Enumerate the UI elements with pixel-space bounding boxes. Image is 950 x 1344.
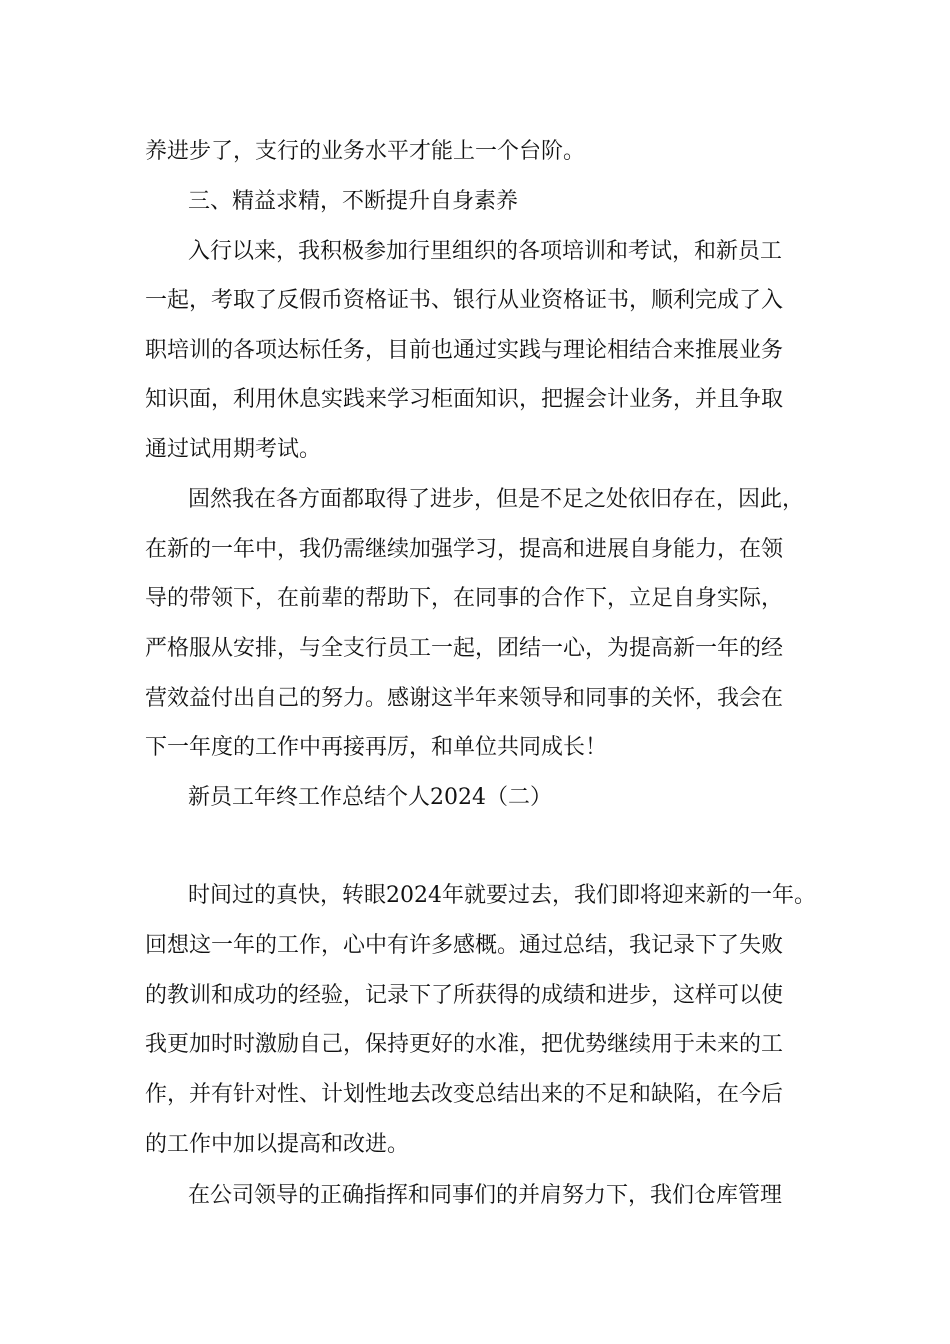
text-line: 时间过的真快，转眼2024年就要过去，我们即将迎来新的一年。 bbox=[188, 883, 816, 908]
text-line: 严格服从安排，与全支行员工一起，团结一心，为提高新一年的经 bbox=[145, 636, 784, 661]
text-line: 导的带领下，在前辈的帮助下，在同事的合作下，立足自身实际， bbox=[145, 586, 784, 611]
text-line: 一起，考取了反假币资格证书、银行从业资格证书，顺利完成了入 bbox=[145, 288, 784, 313]
text-line: 的教训和成功的经验，记录下了所获得的成绩和进步，这样可以使 bbox=[145, 983, 784, 1008]
text-line: 养进步了，支行的业务水平才能上一个台阶。 bbox=[145, 139, 586, 164]
text-line: 入行以来，我积极参加行里组织的各项培训和考试，和新员工 bbox=[188, 239, 783, 264]
text-line: 在新的一年中，我仍需继续加强学习，提高和进展自身能力，在领 bbox=[145, 537, 784, 562]
section-heading: 新员工年终工作总结个人2024（二） bbox=[188, 785, 552, 810]
text-line: 下一年度的工作中再接再厉，和单位共同成长！ bbox=[145, 735, 608, 760]
text-line: 我更加时时激励自己，保持更好的水准，把优势继续用于未来的工 bbox=[145, 1032, 784, 1057]
text-line: 的工作中加以提高和改进。 bbox=[145, 1132, 410, 1157]
text-line: 回想这一年的工作，心中有许多感概。通过总结，我记录下了失败 bbox=[145, 933, 784, 958]
text-line: 知识面，利用休息实践来学习柜面知识，把握会计业务，并且争取 bbox=[145, 387, 784, 412]
text-line: 在公司领导的正确指挥和同事们的并肩努力下，我们仓库管理 bbox=[188, 1183, 783, 1208]
text-line: 固然我在各方面都取得了进步，但是不足之处依旧存在，因此， bbox=[188, 487, 805, 512]
text-line: 职培训的各项达标任务，目前也通过实践与理论相结合来推展业务 bbox=[145, 338, 784, 363]
text-line: 作，并有针对性、计划性地去改变总结出来的不足和缺陷，在今后 bbox=[145, 1082, 784, 1107]
section-heading: 三、精益求精，不断提升自身素养 bbox=[188, 189, 519, 214]
text-line: 通过试用期考试。 bbox=[145, 437, 322, 462]
text-line: 营效益付出自己的努力。感谢这半年来领导和同事的关怀，我会在 bbox=[145, 686, 784, 711]
